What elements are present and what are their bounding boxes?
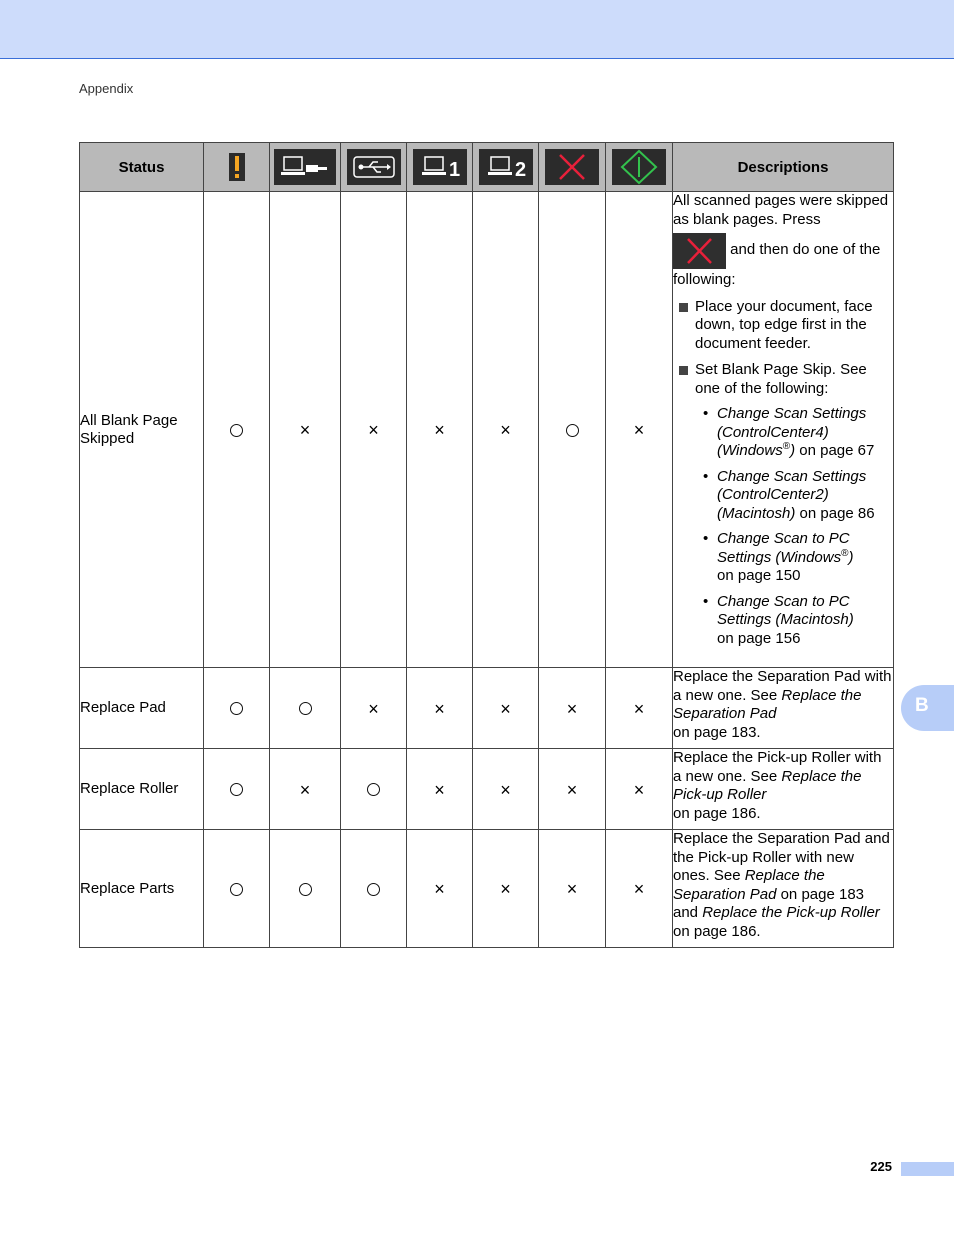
- mark-cell: [204, 668, 270, 749]
- page-ref: on page 186.: [673, 804, 761, 822]
- mark-cell: [606, 668, 673, 749]
- registered-mark: ®: [782, 441, 791, 452]
- desc-text: Replace the Separation Pad and the Pick-up Roller with new ones. See: [673, 830, 890, 884]
- warning-led-header: [204, 143, 270, 192]
- appendix-tab-letter: B: [915, 695, 929, 716]
- mark-cell: [341, 830, 407, 948]
- pc-1-icon: [413, 149, 467, 185]
- registered-mark: ®: [841, 547, 849, 559]
- link-text-end: ): [848, 548, 854, 566]
- link-text[interactable]: Replace the Separation Pad: [673, 867, 825, 903]
- cross-mark-icon: ×: [500, 879, 511, 900]
- circle-mark-icon: [299, 702, 312, 715]
- usb-scan-icon: [347, 149, 401, 185]
- stop-icon: [673, 233, 726, 269]
- usb-scan-header: [341, 143, 407, 192]
- page-ref: on page 67: [795, 442, 875, 459]
- pc-2-number: 2: [514, 159, 526, 181]
- sub-item: [703, 530, 893, 586]
- bullet-text: Place your document, face down, top edge first in the document feeder.: [695, 297, 873, 352]
- cross-mark-icon: ×: [368, 420, 379, 441]
- cross-mark-icon: ×: [566, 879, 578, 900]
- description-cell: [673, 749, 894, 830]
- pc-2-header: [473, 143, 539, 192]
- status-cell: All Blank Page Skipped: [80, 192, 204, 668]
- circle-mark-icon: [230, 424, 243, 437]
- table-header-row: [80, 143, 894, 192]
- sub-item: [703, 405, 893, 461]
- sub-item: [703, 468, 893, 524]
- desc-text: Replace the Separation Pad with a new one. See: [673, 668, 892, 704]
- circle-mark-icon: [230, 883, 243, 896]
- description-cell: [673, 830, 894, 948]
- cross-mark-icon: ×: [368, 698, 379, 719]
- cross-mark-icon: ×: [299, 420, 311, 441]
- mark-cell: [341, 749, 407, 830]
- sub-item: [703, 593, 893, 649]
- mark-cell: [473, 668, 539, 749]
- mark-cell: [606, 192, 673, 668]
- desc-press-line: [673, 229, 893, 290]
- mark-cell: [204, 192, 270, 668]
- mark-cell: [407, 668, 473, 749]
- cross-mark-icon: ×: [633, 779, 645, 800]
- link-text-end: ): [790, 442, 796, 459]
- circle-mark-icon: [230, 702, 243, 715]
- mark-cell: [539, 668, 606, 749]
- link-text[interactable]: Change Scan to PC Settings (Windows: [717, 530, 850, 566]
- cross-mark-icon: ×: [434, 879, 445, 900]
- cross-mark-icon: ×: [566, 779, 578, 800]
- status-column-header: Status: [80, 143, 204, 192]
- page-ref: on page 86: [795, 504, 875, 522]
- mark-cell: [539, 830, 606, 948]
- circle-mark-icon: [230, 783, 243, 796]
- appendix-tab: [901, 685, 954, 731]
- square-bullet-icon: [679, 366, 688, 375]
- mark-cell: [606, 749, 673, 830]
- pc-scan-header: [270, 143, 341, 192]
- mark-cell: [539, 192, 606, 668]
- bullet-item: [679, 361, 893, 398]
- dot-bullet-icon: •: [703, 405, 709, 422]
- page-ref: on page 183.: [673, 723, 761, 741]
- circle-mark-icon: [566, 424, 579, 437]
- mark-cell: [473, 830, 539, 948]
- table-row-replace-roller: [80, 749, 894, 830]
- mark-cell: [539, 749, 606, 830]
- cross-mark-icon: ×: [434, 420, 445, 441]
- desc-text: on page 183 and: [673, 885, 865, 921]
- circle-mark-icon: [367, 783, 380, 796]
- mark-cell: [204, 830, 270, 948]
- desc-text: on page 186.: [673, 922, 761, 940]
- circle-mark-icon: [299, 883, 312, 896]
- pc-1-header: [407, 143, 473, 192]
- link-text[interactable]: Replace the Pick-up Roller: [702, 904, 880, 921]
- header-band: [0, 0, 954, 59]
- page-ref: on page 156: [717, 629, 801, 647]
- dot-bullet-icon: •: [703, 467, 709, 485]
- desc-text: Replace the Pick-up Roller with a new one. See: [673, 749, 882, 785]
- circle-mark-icon: [367, 883, 380, 896]
- table-row-blank-page: [80, 192, 894, 668]
- desc-intro: All scanned pages were skipped as blank pages. Press: [673, 192, 889, 228]
- table-row-replace-parts: [80, 830, 894, 948]
- link-text[interactable]: Change Scan Settings (ControlCenter4) (Windows: [717, 405, 867, 459]
- status-cell: Replace Pad: [80, 668, 204, 749]
- cross-mark-icon: ×: [566, 698, 578, 719]
- status-cell: Replace Roller: [80, 749, 204, 830]
- page-ref: on page 150: [717, 567, 801, 584]
- page-number-bar: [901, 1162, 954, 1176]
- mark-cell: [407, 830, 473, 948]
- mark-cell: [270, 830, 341, 948]
- section-header: Appendix: [79, 81, 134, 96]
- pc-2-icon: [479, 149, 533, 185]
- stop-header: [539, 143, 606, 192]
- mark-cell: [407, 192, 473, 668]
- cross-mark-icon: ×: [500, 698, 511, 719]
- description-cell: [673, 668, 894, 749]
- stop-icon: [545, 149, 599, 185]
- desc-after-icon: and then do one of the following:: [673, 240, 881, 288]
- mark-cell: [270, 668, 341, 749]
- link-text[interactable]: Change Scan to PC Settings (Macintosh): [717, 592, 854, 628]
- mark-cell: [270, 192, 341, 668]
- mark-cell: [204, 749, 270, 830]
- bullet-text: Set Blank Page Skip. See one of the following:: [695, 361, 867, 397]
- pc-scan-icon: [274, 149, 336, 185]
- mark-cell: [341, 192, 407, 668]
- status-table: [79, 142, 894, 948]
- status-cell: Replace Parts: [80, 830, 204, 948]
- cross-mark-icon: ×: [434, 779, 445, 800]
- mark-cell: [473, 749, 539, 830]
- mark-cell: [270, 749, 341, 830]
- mark-cell: [341, 668, 407, 749]
- bullet-item: [679, 298, 893, 354]
- cross-mark-icon: ×: [500, 779, 511, 800]
- start-header: [606, 143, 673, 192]
- table-row-replace-pad: [80, 668, 894, 749]
- link-text[interactable]: Replace the Separation Pad: [673, 686, 862, 722]
- cross-mark-icon: ×: [500, 420, 511, 441]
- mark-cell: [407, 749, 473, 830]
- dot-bullet-icon: •: [703, 530, 709, 547]
- cross-mark-icon: ×: [633, 879, 645, 900]
- mark-cell: [473, 192, 539, 668]
- description-cell: [673, 192, 894, 668]
- warning-led-icon: [229, 153, 245, 181]
- cross-mark-icon: ×: [434, 698, 445, 719]
- pc-1-number: 1: [448, 159, 460, 181]
- cross-mark-icon: ×: [299, 779, 311, 800]
- link-text[interactable]: Change Scan Settings (ControlCenter2) (Macintosh): [717, 467, 867, 522]
- page-number: 225: [870, 1159, 892, 1174]
- square-bullet-icon: [679, 303, 688, 312]
- cross-mark-icon: ×: [633, 420, 645, 441]
- mark-cell: [606, 830, 673, 948]
- cross-mark-icon: ×: [633, 698, 645, 719]
- dot-bullet-icon: •: [703, 592, 709, 610]
- link-text[interactable]: Replace the Pick-up Roller: [673, 767, 862, 803]
- descriptions-column-header: Descriptions: [673, 143, 894, 192]
- start-icon: [612, 149, 666, 185]
